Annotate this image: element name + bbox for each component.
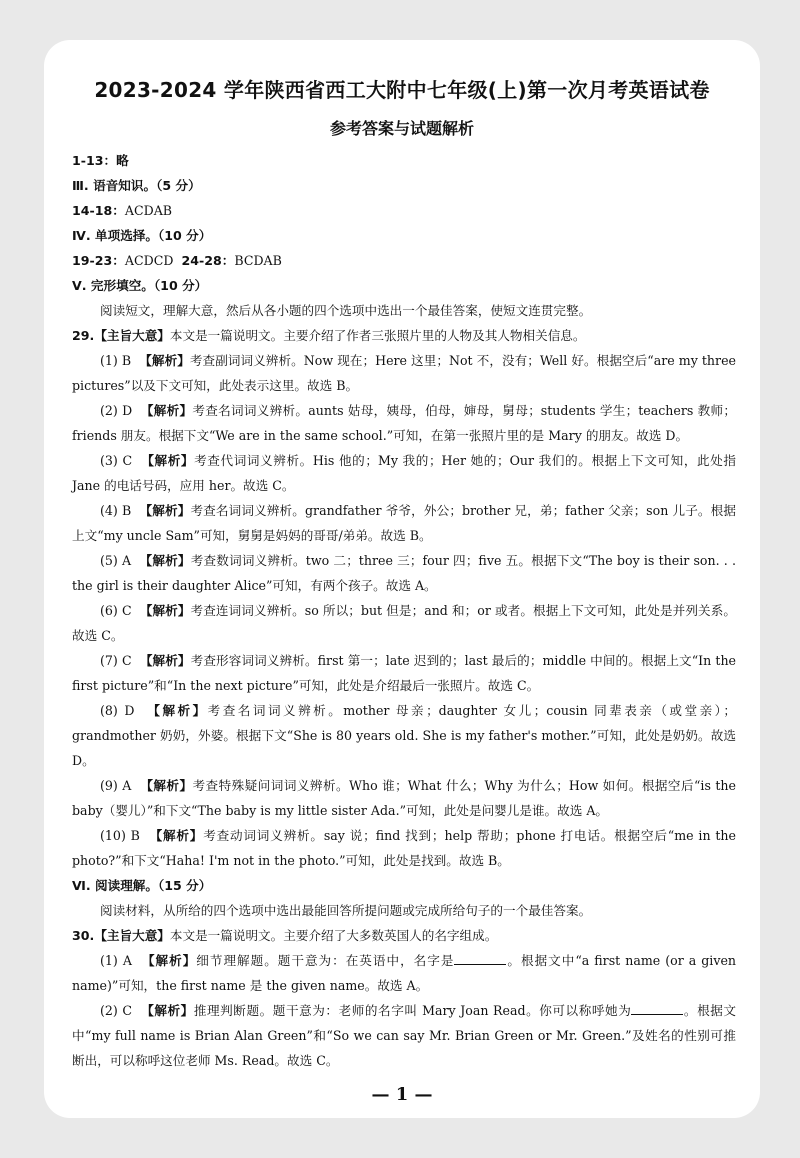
summary-text: 本文是一篇说明文。主要介绍了作者三张照片里的人物及其人物相关信息。 — [169, 328, 586, 343]
analysis-tag: 【解析】 — [140, 403, 193, 418]
question-number: 29. — [72, 328, 95, 343]
question-29-items — [72, 348, 736, 873]
answer-item — [72, 448, 736, 498]
answer-sheet-page — [44, 40, 760, 1118]
page-subtitle: 参考答案与试题解析 — [329, 119, 474, 138]
item-text: 考查形容词词义辨析。first 第一；late 迟到的；last 最后的；middle 中间的。根据上文“In the first picture”和“In the next picture”可知，此处是介绍最后一张照片。故选 C。 — [72, 653, 737, 693]
question-range: 24-28： — [181, 253, 235, 268]
answer-item — [72, 698, 736, 773]
answer-item — [72, 398, 736, 448]
answer-item — [72, 773, 736, 823]
item-text: 。根据文中“a first name (or a given name)”可知，the first name 是 the given name。故选 A。 — [72, 953, 737, 993]
item-key: (10) B — [100, 828, 140, 843]
analysis-tag: 【解析】 — [149, 828, 204, 843]
analysis-tag: 【解析】 — [141, 453, 195, 468]
answer-value: ACDAB — [124, 203, 173, 218]
item-key: (1) B — [100, 353, 132, 368]
section-5-directions: 阅读短文，理解大意，然后从各小题的四个选项中选出一个最佳答案，使短文连贯完整。 — [100, 303, 592, 318]
answer-item — [72, 648, 736, 698]
answer-item — [72, 998, 736, 1073]
item-key: (2) C — [100, 1003, 133, 1018]
item-text: 考查名词词义辨析。mother 母亲；daughter 女儿；cousin 同辈表亲（或堂亲）；grandmother 奶奶，外婆。根据下文“She is 80 years old. She is my father's mother.”可知，此处是奶奶。故选 D。 — [72, 703, 736, 768]
answer-item — [72, 548, 736, 598]
summary-tag: 【主旨大意】 — [94, 328, 170, 343]
item-key: (7) C — [100, 653, 132, 668]
answer-item — [72, 948, 736, 998]
answer-value: BCDAB — [234, 253, 282, 268]
item-text: 考查名词词义辨析。aunts 姑母，姨母，伯母，婶母，舅母；students 学生；teachers 教师；friends 朋友。根据下文“We are in the same school.”可知，在第一张照片里的是 Mary 的朋友。故选 D。 — [72, 403, 736, 443]
answer-item — [72, 598, 736, 648]
question-number: 30. — [72, 928, 95, 943]
item-text: 细节理解题。题干意为：在英语中，名字是 — [196, 953, 455, 968]
answer-item — [72, 348, 736, 398]
item-text: 考查特殊疑问词词义辨析。Who 谁；What 什么；Why 为什么；How 如何。根据空后“is the baby（婴儿）”和下文“The baby is my little sister Ada.”可知，此处是问婴儿是谁。故选 A。 — [72, 778, 737, 818]
item-text: 考查动词词义辨析。say 说；find 找到；help 帮助；phone 打电话。根据空后“me in the photo?”和下文“Haha! I'm not in the photo.”可知，此处是找到。故选 B。 — [72, 828, 736, 868]
question-29-summary — [72, 323, 736, 348]
answer-line-14-18 — [72, 198, 736, 223]
question-30-items — [72, 948, 736, 1073]
question-range: 19-23： — [72, 253, 125, 268]
item-key: (5) A — [100, 553, 132, 568]
item-text: 考查名词词义辨析。grandfather 爷爷，外公；brother 兄，弟；father 父亲；son 儿子。根据上文“my uncle Sam”可知，舅舅是妈妈的哥哥/弟弟。故选 B。 — [72, 503, 736, 543]
section-5-heading: Ⅴ. 完形填空。（10 分） — [72, 278, 208, 293]
answer-item — [72, 498, 736, 548]
answer-line-19-28 — [72, 248, 736, 273]
item-key: (6) C — [100, 603, 132, 618]
answer-value: ACDCD — [124, 253, 174, 268]
analysis-tag: 【解析】 — [139, 553, 191, 568]
item-key: (9) A — [100, 778, 132, 793]
analysis-tag: 【解析】 — [139, 503, 191, 518]
item-key: (3) C — [100, 453, 133, 468]
question-30-summary — [72, 923, 736, 948]
question-range: 14-18： — [72, 203, 125, 218]
analysis-tag: 【解析】 — [147, 703, 208, 718]
item-key: (4) B — [100, 503, 132, 518]
item-text: 。根据文中“my full name is Brian Alan Green”和“So we can say Mr. Brian Green or Mr. Green.”及姓名的性别可推断出，可以称呼这位老师 Ms. Read。故选 C。 — [72, 1003, 736, 1068]
item-text: 考查数词词义辨析。two 二；three 三；four 四；five 五。根据下文“The boy is their son. . . the girl is their daughter Alice”可知，有两个孩子。故选 A。 — [72, 553, 737, 593]
item-text: 推理判断题。题干意为：老师的名字叫 Mary Joan Read。你可以称呼她为 — [193, 1003, 632, 1018]
page-number: — 1 — — [371, 1084, 433, 1105]
item-text: 考查连词词义辨析。so 所以；but 但是；and 和；or 或者。根据上下文可知，此处是并列关系。故选 C。 — [72, 603, 736, 643]
summary-tag: 【主旨大意】 — [94, 928, 170, 943]
answer-blank — [454, 952, 506, 965]
answer-blank — [631, 1002, 683, 1015]
section-4-heading: Ⅳ. 单项选择。（10 分） — [72, 228, 212, 243]
analysis-tag: 【解析】 — [139, 353, 190, 368]
item-key: (8) D — [100, 703, 135, 718]
analysis-tag: 【解析】 — [141, 953, 197, 968]
analysis-tag: 【解析】 — [140, 778, 193, 793]
item-key: (1) A — [100, 953, 132, 968]
summary-text: 本文是一篇说明文。主要介绍了大多数英国人的名字组成。 — [169, 928, 498, 943]
section-6-heading: Ⅵ. 阅读理解。（15 分） — [72, 878, 212, 893]
item-text: 考查代词词义辨析。His 他的；My 我的；Her 她的；Our 我们的。根据上下文可知，此处指 Jane 的电话号码，应用 her。故选 C。 — [72, 453, 737, 493]
section-3-heading: Ⅲ. 语音知识。（5 分） — [72, 178, 201, 193]
answer-content — [72, 148, 736, 1073]
answer-line-1-13: 1-13：略 — [72, 153, 129, 168]
item-text: 考查副词词义辨析。Now 现在；Here 这里；Not 不，没有；Well 好。根据空后“are my three pictures”以及下文可知，此处表示这里。故选 B。 — [72, 353, 736, 393]
analysis-tag: 【解析】 — [141, 1003, 194, 1018]
section-6-directions: 阅读材料，从所给的四个选项中选出最能回答所提问题或完成所给句子的一个最佳答案。 — [100, 903, 592, 918]
analysis-tag: 【解析】 — [139, 653, 191, 668]
item-key: (2) D — [100, 403, 133, 418]
page-title: 2023-2024 学年陕西省西工大附中七年级(上)第一次月考英语试卷 — [94, 78, 710, 102]
analysis-tag: 【解析】 — [139, 603, 191, 618]
answer-item — [72, 823, 736, 873]
